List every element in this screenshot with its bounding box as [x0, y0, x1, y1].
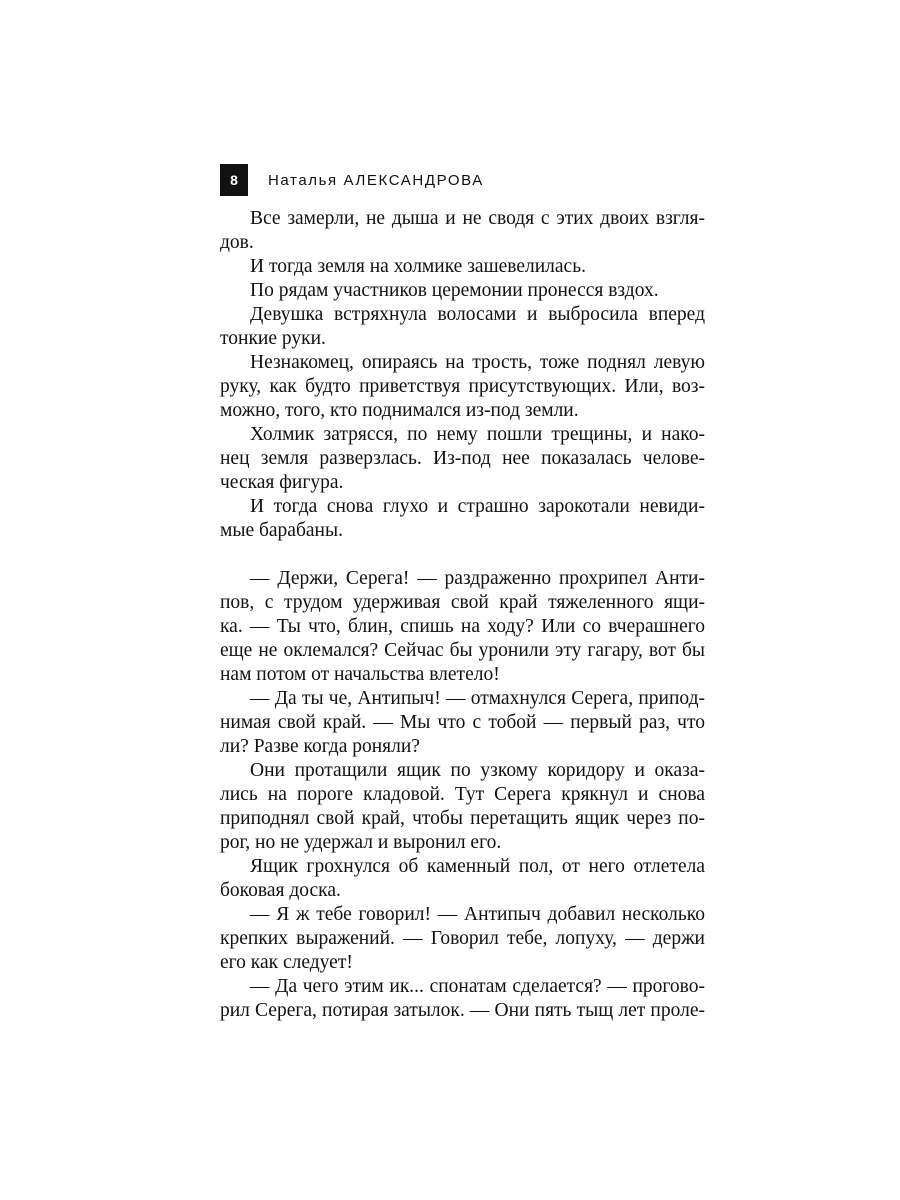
text-line: лись на пороге кладовой. Тут Серега крякнул и снова — [220, 784, 705, 805]
text-line: ли? Разве когда роняли? — [220, 736, 420, 757]
text-line: руку, как будто приветствуя присутствующих. Или, воз- — [220, 376, 705, 397]
text-line: рил Серега, потирая затылок. — Они пять тыщ лет проле- — [220, 1000, 705, 1021]
text-line: пов, с трудом удерживая свой край тяжеленного ящи- — [220, 592, 705, 613]
text-line: ка. — Ты что, блин, спишь на ходу? Или со вчерашнего — [220, 616, 705, 637]
text-line: приподнял свой край, чтобы перетащить ящик через по- — [220, 808, 705, 829]
text-line: — Да чего этим ик... спонатам сделается? — прогово- — [250, 976, 705, 997]
text-line: Они протащили ящик по узкому коридору и оказа- — [250, 760, 705, 781]
text-line: еще не оклемался? Сейчас бы уронили эту гагару, вот бы — [220, 640, 705, 661]
text-line: ческая фигура. — [220, 472, 344, 493]
page-number: 8 — [220, 164, 248, 196]
text-line: тонкие руки. — [220, 328, 326, 349]
text-line: И тогда снова глухо и страшно зарокотали невиди- — [250, 496, 705, 517]
text-line: Ящик грохнулся об каменный пол, от него отлетела — [250, 856, 705, 877]
text-line: дов. — [220, 232, 254, 253]
text-line: крепких выражений. — Говорил тебе, лопуху, — держи — [220, 928, 705, 949]
text-line: — Да ты че, Антипыч! — отмахнулся Серега, припод- — [250, 688, 705, 709]
text-line: Холмик затрясся, по нему пошли трещины, и нако- — [250, 424, 705, 445]
text-line: Все замерли, не дыша и не сводя с этих двоих взгля- — [250, 208, 705, 229]
text-line: И тогда земля на холмике зашевелилась. — [250, 256, 586, 277]
text-line: рог, но не удержал и выронил его. — [220, 832, 502, 853]
text-line: боковая доска. — [220, 880, 341, 901]
text-line: Незнакомец, опираясь на трость, тоже поднял левую — [250, 352, 705, 373]
text-line: нимая свой край. — Мы что с тобой — первый раз, что — [220, 712, 705, 733]
text-line: По рядам участников церемонии пронесся вздох. — [250, 280, 659, 301]
text-line: Девушка встряхнула волосами и выбросила вперед — [250, 304, 705, 325]
text-line: его как следует! — [220, 952, 353, 973]
text-line: — Держи, Серега! — раздраженно прохрипел Анти- — [250, 568, 705, 589]
running-header — [220, 164, 484, 196]
text-line: можно, того, кто поднимался из-под земли. — [220, 400, 579, 421]
text-line: — Я ж тебе говорил! — Антипыч добавил несколько — [250, 904, 705, 925]
text-line: нец земля разверзлась. Из-под нее показалась челове- — [220, 448, 705, 469]
running-head-author: Наталья АЛЕКСАНДРОВА — [268, 171, 484, 189]
text-line: мые барабаны. — [220, 520, 343, 541]
text-line: нам потом от начальства влетело! — [220, 664, 500, 685]
